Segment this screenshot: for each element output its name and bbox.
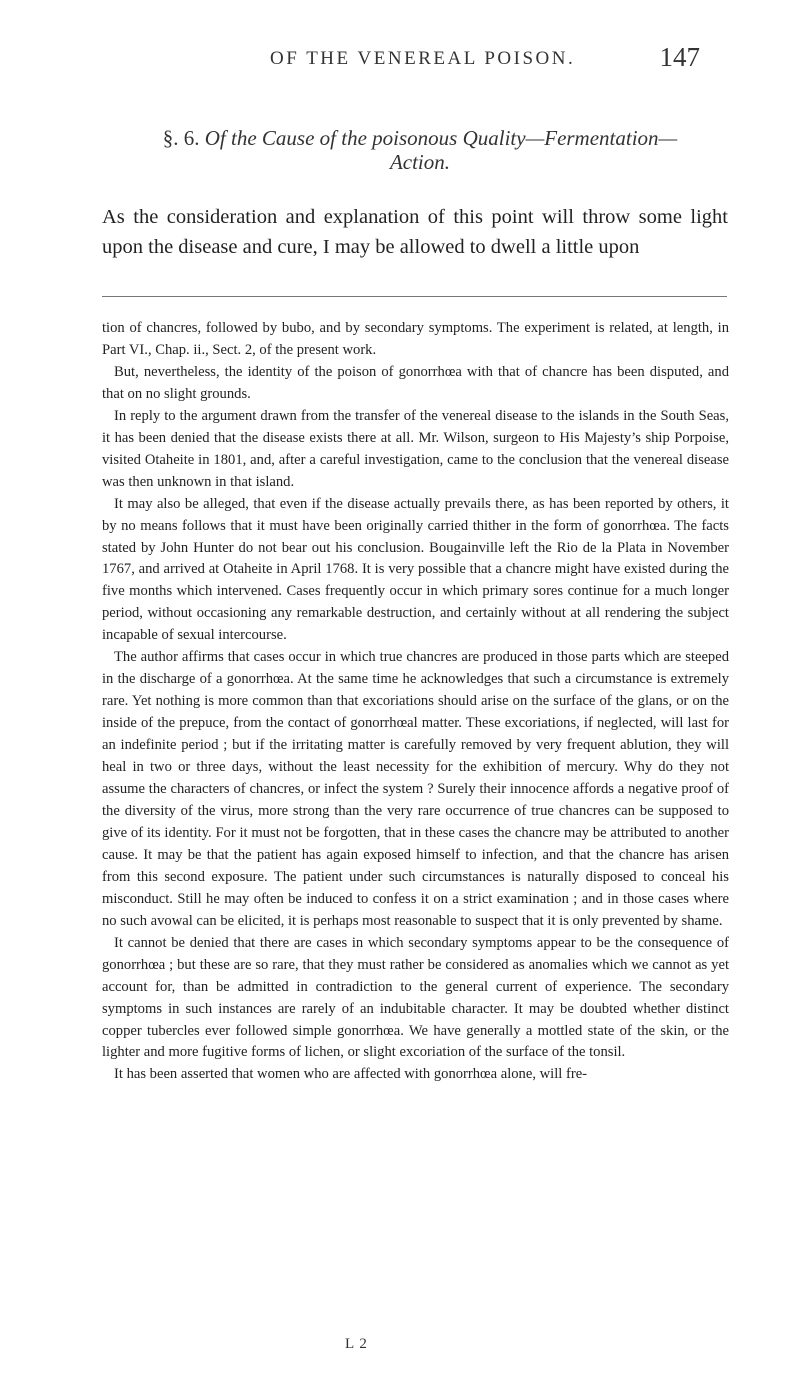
footnote-paragraph: It has been asserted that women who are affected with gonorrhœa alone, will fre-	[114, 1066, 588, 1083]
running-head	[270, 42, 700, 78]
page-number: 147	[659, 42, 700, 72]
footnote-paragraph: But, nevertheless, the identity of the poison of gonorrhœa with that of chancre has been disputed, and that on no slight grounds.	[102, 363, 729, 402]
body-paragraph: As the consideration and explanation of this point will throw some light upon the disease and cure, I may be allowed to dwell a little upon	[102, 206, 728, 258]
section-title-line1: Of the Cause of the poisonous Quality—Fermentation—	[204, 126, 678, 150]
signature-mark: L 2	[345, 1336, 368, 1352]
running-title: OF THE VENEREAL POISON.	[270, 48, 576, 69]
footnote	[102, 318, 729, 1086]
footnote-divider	[102, 296, 727, 297]
section-heading	[100, 126, 740, 174]
section-number: §. 6.	[162, 126, 200, 150]
footnote-paragraph: The author affirms that cases occur in which true chancres are produced in those parts which are steeped in the discharge of a gonorrhœa. At the same time he acknowledges that such a circumstance is extremely rare. Yet nothing is more common than that excoriations should arise on the surface of the glans, or on the inside of the prepuce, from the contact of gonorrhœal matter. These excoriations, if neglected, will last for an indefinite period ; but if the irritating matter is carefully removed by very frequent ablution, they will heal in two or three days, without the least necessity for the exhibition of mercury. Why do they not assume the characters of chancres, or infect the system ? Surely their innocence affords a negative proof of the diversity of the virus, more strong than the very rare occurrence of true chancres can be supposed to give of its identity. For it must not be forgotten, that in these cases the chancre may be attributed to another cause. It may be that the patient has again exposed himself to infection, and that the chancre has arisen from this second exposure. The patient under such circumstances is naturally disposed to conceal his misconduct. Still he may often be induced to confess it on a strict examination ; and in those cases where no such avowal can be elicited, it is perhaps most reasonable to suspect that it is only prevented by shame.	[102, 649, 729, 929]
footnote-paragraph: tion of chancres, followed by bubo, and by secondary symptoms. The experiment is related, at length, in Part VI., Chap. ii., Sect. 2, of the present work.	[102, 320, 729, 358]
footnote-paragraph: In reply to the argument drawn from the transfer of the venereal disease to the islands in the South Seas, it has been denied that the disease exists there at all. Mr. Wilson, surgeon to His Majesty’s ship Porpoise, visited Otaheite in 1801, and, after a careful investigation, came to the conclusion that the venereal disease was then unknown in that island.	[102, 407, 729, 490]
section-title-line2: Action.	[389, 150, 451, 174]
footnote-paragraph: It cannot be denied that there are cases in which secondary symptoms appear to be the consequence of gonorrhœa ; but these are so rare, that they must rather be considered as anomalies which we cannot as yet account for, than be admitted in contradiction to the general current of experience. The secondary symptoms in such instances are rarely of an indubitable character. It may be doubted whether distinct copper tubercles ever followed simple gonorrhœa. We have generally a mottled state of the skin, or the lighter and more fugitive forms of lichen, or slight excoriation of the surface of the tonsil.	[102, 934, 729, 1061]
footnote-paragraph: It may also be alleged, that even if the disease actually prevails there, as has been reported by others, it by no means follows that it must have been originally carried thither in the form of gonorrhœa. The facts stated by John Hunter do not bear out his conclusion. Bougainville left the Rio de la Plata in November 1767, and arrived at Otaheite in April 1768. It is very possible that a chancre might have existed during the five months which intervened. Cases frequently occur in which primary sores continue for a much longer period, without occasioning any remarkable destruction, and certainly without at all rendering the subject incapable of sexual intercourse.	[102, 495, 729, 644]
